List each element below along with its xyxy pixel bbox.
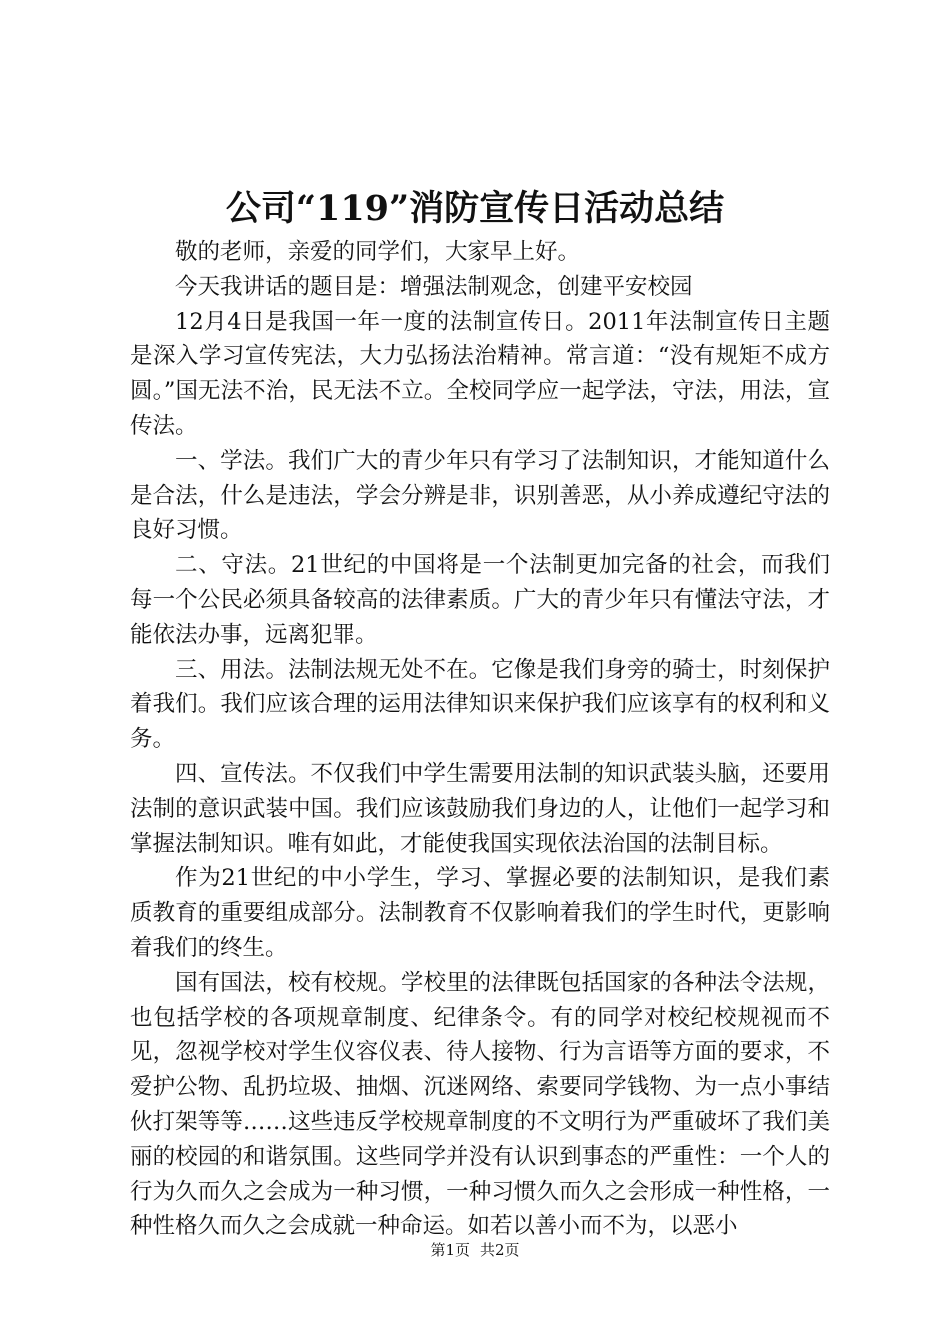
paragraph: 敬的老师，亲爱的同学们，大家早上好。 [175,239,581,265]
paragraph: 12月4日是我国一年一度的法制宣传日。2011年法制宣传日主题是深入学习宣传宪法，大力弘扬法治精神。常言道：“没有规矩不成方圆。”国无法不治，民无法不立。全校同学应一起学法，守法，用法，宣传法。 [130,308,830,439]
page-total: 共2页 [480,1241,520,1259]
paragraph: 国有国法，校有校规。学校里的法律既包括国家的各种法令法规，也包括学校的各项规章制度、纪律条令。有的同学对校纪校规视而不见，忽视学校对学生仪容仪表、待人接物、行为言语等方面的要求，不爱护公物、乱扔垃圾、抽烟、沉迷网络、索要同学钱物、为一点小事结伙打架等等……这些违反学校规章制度的不文明行为严重破坏了我们美丽的校园的和谐氛围。这些同学并没有认识到事态的严重性：一个人的行为久而久之会成为一种习惯，一种习惯久而久之会形成一种性格，一种性格久而久之会成就一种命运。如若以善小而不为，以恶小 [130,969,830,1240]
paragraph: 二、守法。21世纪的中国将是一个法制更加完备的社会，而我们每一个公民必须具备较高的法律素质。广大的青少年只有懂法守法，才能依法办事，远离犯罪。 [130,552,830,648]
page-number: 第1页 [430,1241,470,1259]
paragraph: 一、学法。我们广大的青少年只有学习了法制知识，才能知道什么是合法，什么是违法，学会分辨是非，识别善恶，从小养成遵纪守法的良好习惯。 [130,447,830,544]
paragraph: 四、宣传法。不仅我们中学生需要用法制的知识武装头脑，还要用法制的意识武装中国。我们应该鼓励我们身边的人，让他们一起学习和掌握法制知识。唯有如此，才能使我国实现依法治国的法制目标。 [130,760,830,857]
document-title: 公司“119”消防宣传日活动总结 [225,188,725,229]
paragraph: 三、用法。法制法规无处不在。它像是我们身旁的骑士，时刻保护着我们。我们应该合理的运用法律知识来保护我们应该享有的权利和义务。 [130,656,830,753]
page-footer [0,1240,950,1260]
paragraph: 今天我讲话的题目是：增强法制观念，创建平安校园 [175,273,693,300]
paragraph: 作为21世纪的中小学生，学习、掌握必要的法制知识，是我们素质教育的重要组成部分。法制教育不仅影响着我们的学生时代，更影响着我们的终生。 [130,865,830,961]
document-body [130,235,830,1244]
